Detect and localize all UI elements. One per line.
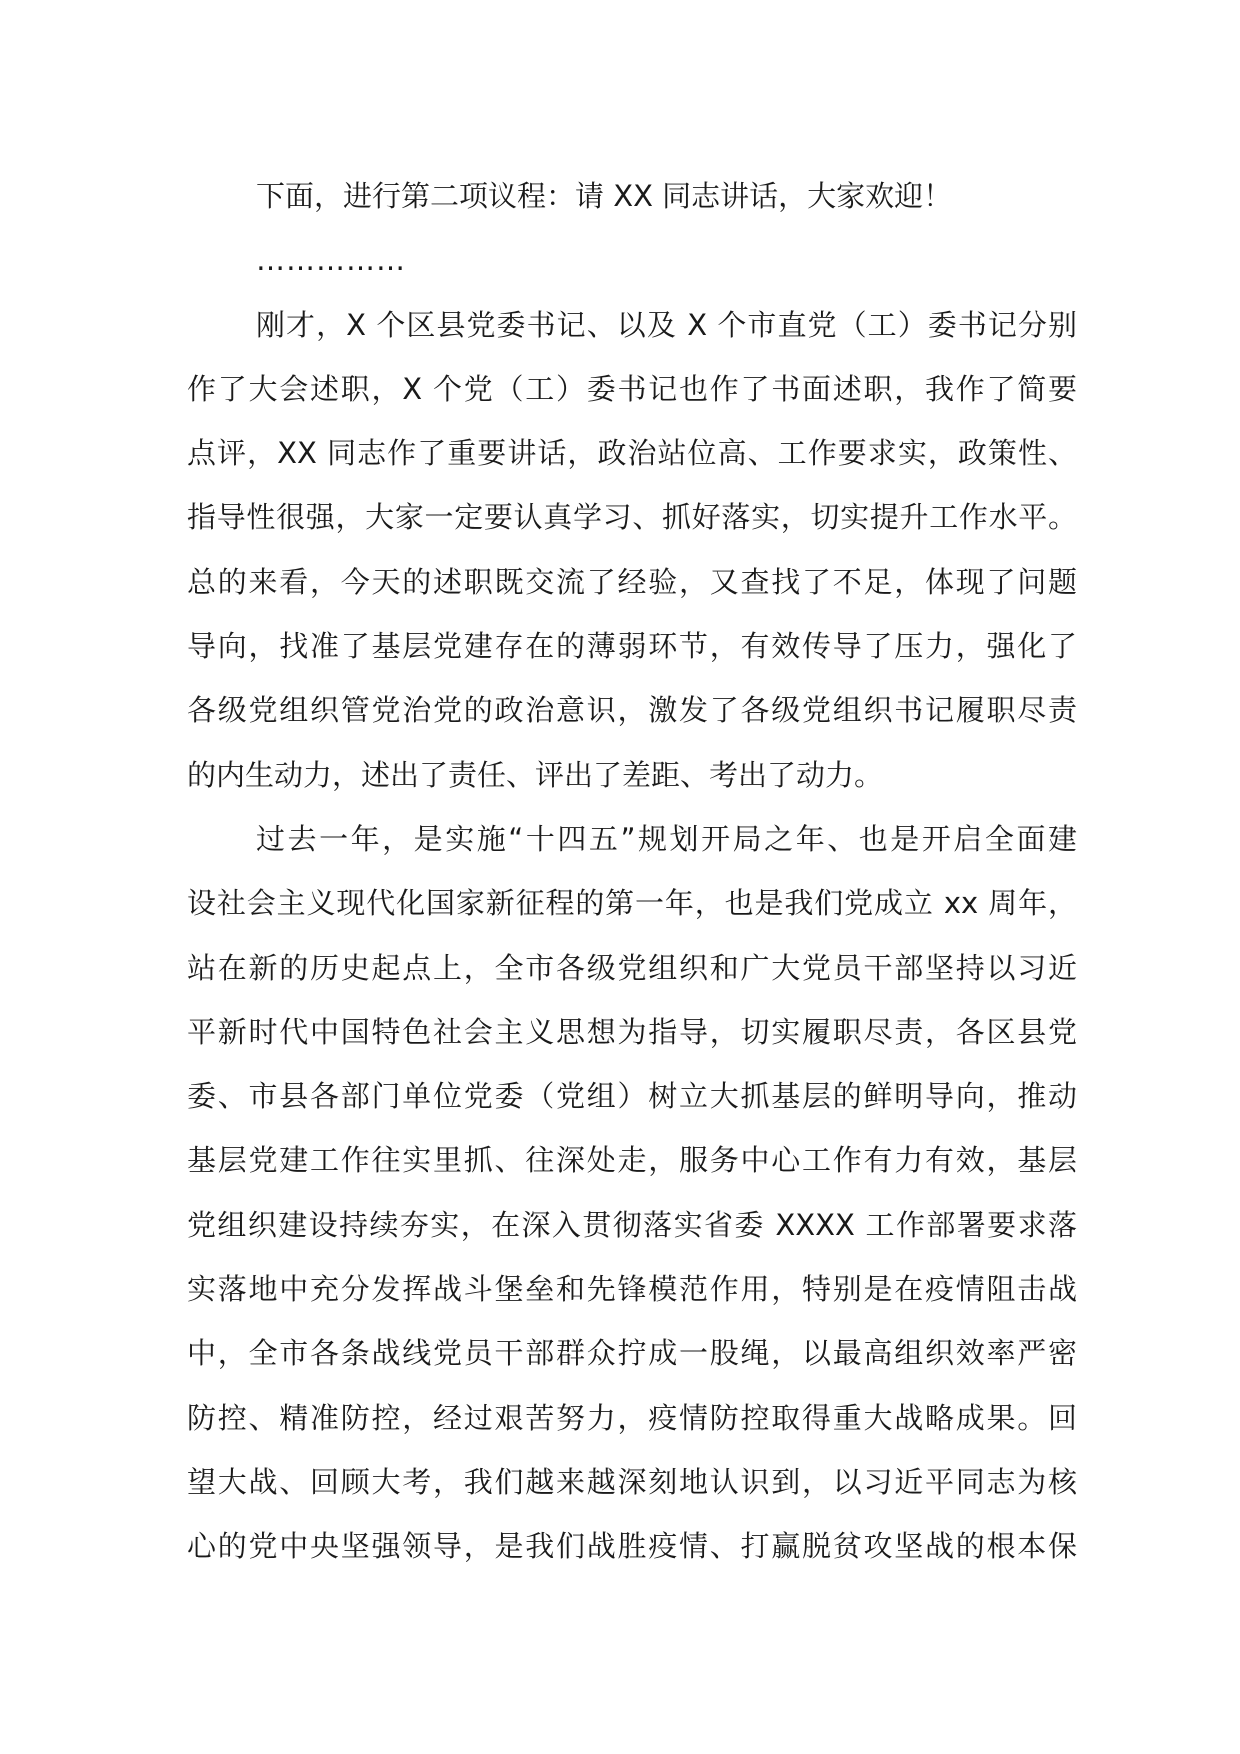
text-line: 指导性很强，大家一定要认真学习、抓好落实，切实提升工作水平。 (187, 500, 1077, 535)
paragraph-review (187, 807, 1077, 1579)
text-line: 防控、精准防控，经过艰苦努力，疫情防控取得重大战略成果。回 (187, 1400, 1077, 1435)
text-line: 心的党中央坚强领导，是我们战胜疫情、打赢脱贫攻坚战的根本保 (187, 1529, 1077, 1564)
text-line: 党组织建设持续夯实，在深入贯彻落实省委 XXXX 工作部署要求落 (187, 1207, 1077, 1242)
document-page (187, 164, 1077, 1579)
paragraph-ellipsis (187, 228, 1077, 292)
text-line: 下面，进行第二项议程：请 XX 同志讲话，大家欢迎！ (256, 179, 953, 213)
text-line: 刚才，X 个区县党委书记、以及 X 个市直党（工）委书记分别 (256, 307, 1077, 342)
text-line: 导向，找准了基层党建存在的薄弱环节，有效传导了压力，强化了 (187, 629, 1077, 664)
text-line: 设社会主义现代化国家新征程的第一年，也是我们党成立 xx 周年， (187, 886, 1077, 921)
text-line: 总的来看，今天的述职既交流了经验，又查找了不足，体现了问题 (187, 564, 1077, 599)
text-line: 过去一年，是实施“十四五”规划开局之年、也是开启全面建 (256, 821, 1077, 856)
text-line: 实落地中充分发挥战斗堡垒和先锋模范作用，特别是在疫情阻击战 (187, 1272, 1077, 1307)
text-line: 的内生动力，述出了责任、评出了差距、考出了动力。 (187, 757, 884, 792)
paragraph-agenda (187, 164, 1077, 228)
paragraph-summary (187, 293, 1077, 807)
text-line: 中，全市各条战线党员干部群众拧成一股绳，以最高组织效率严密 (187, 1336, 1077, 1371)
text-line: 基层党建工作往实里抓、往深处走，服务中心工作有力有效，基层 (187, 1143, 1077, 1178)
text-line: 点评，XX 同志作了重要讲话，政治站位高、工作要求实，政策性、 (187, 436, 1077, 471)
text-line: 委、市县各部门单位党委（党组）树立大抓基层的鲜明导向，推动 (187, 1079, 1077, 1114)
text-line: 各级党组织管党治党的政治意识，激发了各级党组织书记履职尽责 (187, 693, 1077, 728)
text-line: 站在新的历史起点上，全市各级党组织和广大党员干部坚持以习近 (187, 950, 1077, 985)
text-line: 作了大会述职，X 个党（工）委书记也作了书面述职，我作了简要 (187, 371, 1077, 406)
text-line: …………… (256, 243, 406, 278)
text-line: 望大战、回顾大考，我们越来越深刻地认识到，以习近平同志为核 (187, 1464, 1077, 1499)
text-line: 平新时代中国特色社会主义思想为指导，切实履职尽责，各区县党 (187, 1014, 1077, 1049)
